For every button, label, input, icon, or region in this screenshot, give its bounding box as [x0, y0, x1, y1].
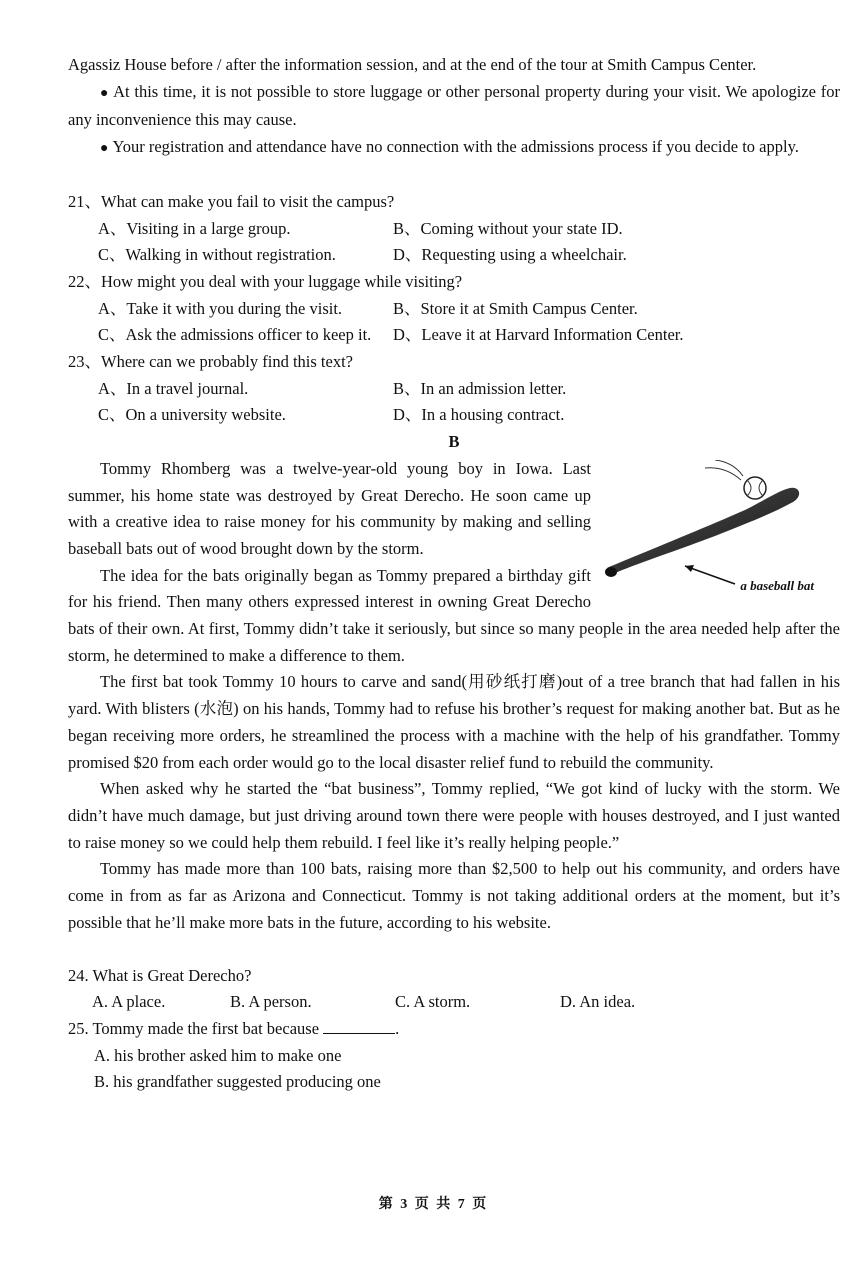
option-a[interactable]: A、Take it with you during the visit. [98, 298, 343, 318]
figure-caption: a baseball bat [740, 578, 814, 594]
option-b[interactable]: B. his grandfather suggested producing one [94, 1072, 381, 1092]
question-24 [68, 963, 840, 1016]
option-a[interactable]: A. his brother asked him to make one [94, 1045, 342, 1065]
question-25 [68, 1016, 840, 1096]
option-a[interactable]: A. A place. [92, 992, 166, 1012]
answer-blank [323, 1017, 395, 1034]
option-c[interactable]: C、Walking in without registration. [98, 245, 336, 265]
option-c[interactable]: C、Ask the admissions officer to keep it. [98, 325, 372, 345]
option-b[interactable]: B、In an admission letter. [393, 378, 567, 398]
bat-shape [607, 488, 799, 574]
page-footer: 第 3 页 共 7 页 [378, 1197, 489, 1212]
passage-paragraph-1: Tommy Rhomberg was a twelve-year-old young boy in Iowa. Last summer, his home state was destroyed by Great Derecho. He soon came up with a creative idea to raise money for his community by making and selling baseball bats out of wood brought down by the storm. [68, 458, 591, 558]
stem-text: 25. Tommy made the first bat because [68, 1018, 320, 1038]
bat-knob [605, 567, 617, 577]
option-c[interactable]: C. A storm. [395, 992, 471, 1012]
passage-paragraph-3: The first bat took Tommy 10 hours to carve and sand(用砂纸打磨)out of a tree branch that had fallen in his yard. With blisters (水泡) on his hands, Tommy had to refuse his brother’s request for making another bat. But as he began receiving more orders, he streamlined the process with a machine with the help of his grandfather. Tommy promised $20 from each order would go to the local disaster relief fund to rebuild the community. [68, 672, 840, 772]
note-bullet-luggage: ● At this time, it is not possible to store luggage or other personal property during your visit. We apologize for any inconvenience this may cause. [68, 79, 840, 134]
question-23 [68, 349, 840, 429]
option-b[interactable]: B、Store it at Smith Campus Center. [393, 298, 638, 318]
question-22 [68, 269, 840, 349]
passage-paragraph-4: When asked why he started the “bat business”, Tommy replied, “We got kind of lucky with the storm. We didn’t have much damage, but just driving around town there were people with houses destroyed, and I just wanted to raise money so we could help them rebuild. I feel like it’s really helping people.” [68, 779, 840, 852]
motion-lines [705, 460, 743, 480]
option-b[interactable]: B. A person. [230, 992, 312, 1012]
question-stem: 22、How might you deal with your luggage while visiting? [68, 271, 463, 291]
question-stem: 21、What can make you fail to visit the campus? [68, 191, 395, 211]
note-bullet-registration: ● Your registration and attendance have no connection with the admissions process if you decide to apply. [68, 134, 840, 163]
option-c[interactable]: C、On a university website. [98, 405, 286, 425]
option-a[interactable]: A、Visiting in a large group. [98, 218, 291, 238]
question-stem [68, 1016, 840, 1043]
passage-paragraph-5: Tommy has made more than 100 bats, raising more than $2,500 to help out his community, and orders have come in from as far as Arizona and Connecticut. Tommy is not taking additional orders at the moment, but it’s possible that he’ll make more bats in the future, according to his website. [68, 859, 840, 932]
option-a[interactable]: A、In a travel journal. [98, 378, 249, 398]
passage-paragraph-2: The idea for the bats originally began as Tommy prepared a birthday gift for his friend. Then many others expressed interest in owning Great Derecho bats of their own. At first, Tommy didn’t take it seriously, but since so many people in the area needed help after the storm, he determined to make a difference to them. [68, 565, 840, 665]
option-d[interactable]: D、In a housing contract. [393, 405, 565, 425]
question-21 [68, 189, 840, 269]
question-stem: 24. What is Great Derecho? [68, 965, 252, 985]
option-d[interactable]: D、Requesting using a wheelchair. [393, 245, 627, 265]
question-stem: 23、Where can we probably find this text? [68, 352, 353, 372]
section-b-heading: B [448, 432, 460, 452]
option-b[interactable]: B、Coming without your state ID. [393, 218, 623, 238]
option-d[interactable]: D. An idea. [560, 992, 636, 1012]
option-d[interactable]: D、Leave it at Harvard Information Center. [393, 325, 684, 345]
baseball-bat-figure [605, 460, 840, 600]
page-content [68, 52, 840, 1096]
caption-arrow [685, 566, 735, 584]
notes-line: Agassiz House before / after the information session, and at the end of the tour at Smith Campus Center. [68, 55, 757, 74]
stem-end: . [395, 1018, 400, 1038]
